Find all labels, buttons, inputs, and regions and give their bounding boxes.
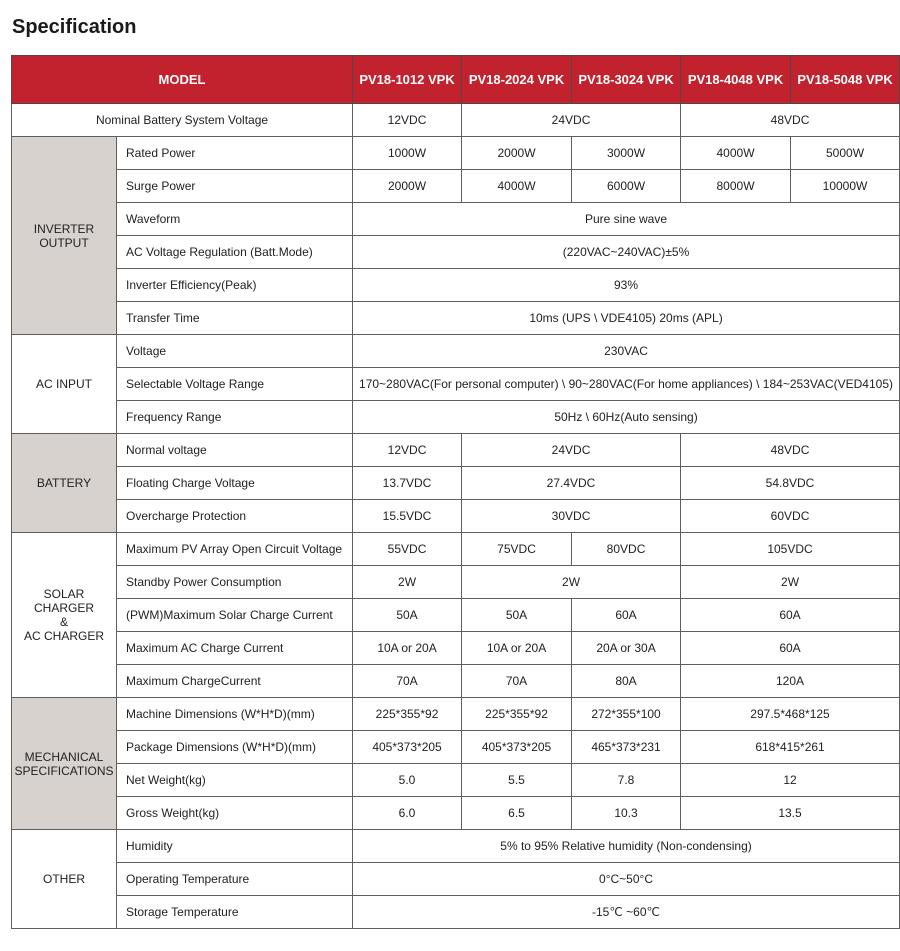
- ac-voltage-row: [12, 335, 900, 368]
- cell: 4000W: [462, 170, 572, 203]
- cell: 80VDC: [572, 533, 681, 566]
- efficiency-row: [12, 269, 900, 302]
- pv-open-circuit-row: [12, 533, 900, 566]
- cell: 12: [681, 764, 900, 797]
- cell: 13.7VDC: [353, 467, 462, 500]
- category-other: [12, 830, 117, 929]
- cell: 6000W: [572, 170, 681, 203]
- category-label: OTHER: [43, 872, 85, 886]
- cell: 60A: [681, 632, 900, 665]
- row-label: Gross Weight(kg): [117, 797, 353, 830]
- cell: 105VDC: [681, 533, 900, 566]
- nominal-value-2: 24VDC: [462, 104, 681, 137]
- cell: 618*415*261: [681, 731, 900, 764]
- cell: 4000W: [681, 137, 791, 170]
- category-inverter-output: [12, 137, 117, 335]
- cell: 2000W: [462, 137, 572, 170]
- cell: 3000W: [572, 137, 681, 170]
- header-row: [12, 56, 900, 104]
- specification-table: [11, 55, 900, 929]
- standby-power-row: [12, 566, 900, 599]
- model-3: PV18-3024 VPK: [572, 56, 681, 104]
- row-label: Voltage: [117, 335, 353, 368]
- row-label: Package Dimensions (W*H*D)(mm): [117, 731, 353, 764]
- operating-temperature-row: [12, 863, 900, 896]
- cell: 170~280VAC(For personal computer) \ 90~280VAC(For home appliances) \ 184~253VAC(VED4105): [353, 368, 900, 401]
- cell: 2W: [681, 566, 900, 599]
- row-label: AC Voltage Regulation (Batt.Mode): [117, 236, 353, 269]
- row-label: Frequency Range: [117, 401, 353, 434]
- cell: 2W: [353, 566, 462, 599]
- cell: 2W: [462, 566, 681, 599]
- cell: 10A or 20A: [353, 632, 462, 665]
- cell: 10000W: [791, 170, 900, 203]
- cell: 13.5: [681, 797, 900, 830]
- row-label: Selectable Voltage Range: [117, 368, 353, 401]
- row-label: Net Weight(kg): [117, 764, 353, 797]
- cell: 225*355*92: [462, 698, 572, 731]
- cell: 55VDC: [353, 533, 462, 566]
- row-label: Surge Power: [117, 170, 353, 203]
- row-label: Waveform: [117, 203, 353, 236]
- frequency-row: [12, 401, 900, 434]
- row-label: Humidity: [117, 830, 353, 863]
- nominal-row: [12, 104, 900, 137]
- cell: 230VAC: [353, 335, 900, 368]
- row-label: (PWM)Maximum Solar Charge Current: [117, 599, 353, 632]
- cell: 225*355*92: [353, 698, 462, 731]
- cell: 27.4VDC: [462, 467, 681, 500]
- row-label: Inverter Efficiency(Peak): [117, 269, 353, 302]
- cell: 30VDC: [462, 500, 681, 533]
- cell: 10.3: [572, 797, 681, 830]
- row-label: Maximum ChargeCurrent: [117, 665, 353, 698]
- category-label: SOLAR CHARGER & AC CHARGER: [23, 587, 104, 643]
- storage-temperature-row: [12, 896, 900, 929]
- cell: 465*373*231: [572, 731, 681, 764]
- category-ac-input: [12, 335, 117, 434]
- cell: (220VAC~240VAC)±5%: [353, 236, 900, 269]
- surge-power-row: [12, 170, 900, 203]
- cell: 50A: [462, 599, 572, 632]
- nominal-label: Nominal Battery System Voltage: [12, 104, 353, 137]
- category-mechanical: [12, 698, 117, 830]
- row-label: Standby Power Consumption: [117, 566, 353, 599]
- row-label: Transfer Time: [117, 302, 353, 335]
- category-label: INVERTER OUTPUT: [33, 221, 95, 250]
- cell: 2000W: [353, 170, 462, 203]
- model-5: PV18-5048 VPK: [791, 56, 900, 104]
- package-dimensions-row: [12, 731, 900, 764]
- cell: 80A: [572, 665, 681, 698]
- regulation-row: [12, 236, 900, 269]
- model-header: MODEL: [12, 56, 353, 104]
- cell: 5.5: [462, 764, 572, 797]
- category-label: MECHANICAL SPECIFICATIONS: [14, 749, 114, 778]
- row-label: Operating Temperature: [117, 863, 353, 896]
- cell: 7.8: [572, 764, 681, 797]
- row-label: Maximum PV Array Open Circuit Voltage: [117, 533, 353, 566]
- overcharge-row: [12, 500, 900, 533]
- cell: Pure sine wave: [353, 203, 900, 236]
- cell: 60VDC: [681, 500, 900, 533]
- cell: 24VDC: [462, 434, 681, 467]
- cell: 405*373*205: [353, 731, 462, 764]
- net-weight-row: [12, 764, 900, 797]
- cell: 15.5VDC: [353, 500, 462, 533]
- cell: 5% to 95% Relative humidity (Non-condensing): [353, 830, 900, 863]
- nominal-value-1: 12VDC: [353, 104, 462, 137]
- row-label: Machine Dimensions (W*H*D)(mm): [117, 698, 353, 731]
- category-battery: [12, 434, 117, 533]
- cell: 10ms (UPS \ VDE4105) 20ms (APL): [353, 302, 900, 335]
- category-solar-charger: [12, 533, 117, 698]
- machine-dimensions-row: [12, 698, 900, 731]
- row-label: Rated Power: [117, 137, 353, 170]
- category-label: AC INPUT: [35, 377, 92, 391]
- humidity-row: [12, 830, 900, 863]
- cell: 12VDC: [353, 434, 462, 467]
- rated-power-row: [12, 137, 900, 170]
- row-label: Storage Temperature: [117, 896, 353, 929]
- floating-charge-row: [12, 467, 900, 500]
- cell: 50A: [353, 599, 462, 632]
- normal-voltage-row: [12, 434, 900, 467]
- cell: 54.8VDC: [681, 467, 900, 500]
- cell: 6.0: [353, 797, 462, 830]
- cell: 75VDC: [462, 533, 572, 566]
- row-label: Normal voltage: [117, 434, 353, 467]
- cell: 0°C~50°C: [353, 863, 900, 896]
- row-label: Overcharge Protection: [117, 500, 353, 533]
- cell: -15℃ ~60℃: [353, 896, 900, 929]
- row-label: Maximum AC Charge Current: [117, 632, 353, 665]
- cell: 6.5: [462, 797, 572, 830]
- cell: 8000W: [681, 170, 791, 203]
- cell: 120A: [681, 665, 900, 698]
- cell: 5.0: [353, 764, 462, 797]
- category-label: BATTERY: [36, 476, 92, 490]
- cell: 70A: [353, 665, 462, 698]
- voltage-range-row: [12, 368, 900, 401]
- max-charge-current-row: [12, 665, 900, 698]
- cell: 1000W: [353, 137, 462, 170]
- cell: 272*355*100: [572, 698, 681, 731]
- cell: 70A: [462, 665, 572, 698]
- row-label: Floating Charge Voltage: [117, 467, 353, 500]
- nominal-value-3: 48VDC: [681, 104, 900, 137]
- cell: 60A: [572, 599, 681, 632]
- pwm-current-row: [12, 599, 900, 632]
- ac-charge-current-row: [12, 632, 900, 665]
- waveform-row: [12, 203, 900, 236]
- cell: 297.5*468*125: [681, 698, 900, 731]
- cell: 405*373*205: [462, 731, 572, 764]
- model-1: PV18-1012 VPK: [353, 56, 462, 104]
- cell: 50Hz \ 60Hz(Auto sensing): [353, 401, 900, 434]
- page-title: Specification: [12, 16, 137, 38]
- gross-weight-row: [12, 797, 900, 830]
- cell: 48VDC: [681, 434, 900, 467]
- cell: 93%: [353, 269, 900, 302]
- cell: 60A: [681, 599, 900, 632]
- model-2: PV18-2024 VPK: [462, 56, 572, 104]
- transfer-time-row: [12, 302, 900, 335]
- model-4: PV18-4048 VPK: [681, 56, 791, 104]
- cell: 5000W: [791, 137, 900, 170]
- cell: 20A or 30A: [572, 632, 681, 665]
- cell: 10A or 20A: [462, 632, 572, 665]
